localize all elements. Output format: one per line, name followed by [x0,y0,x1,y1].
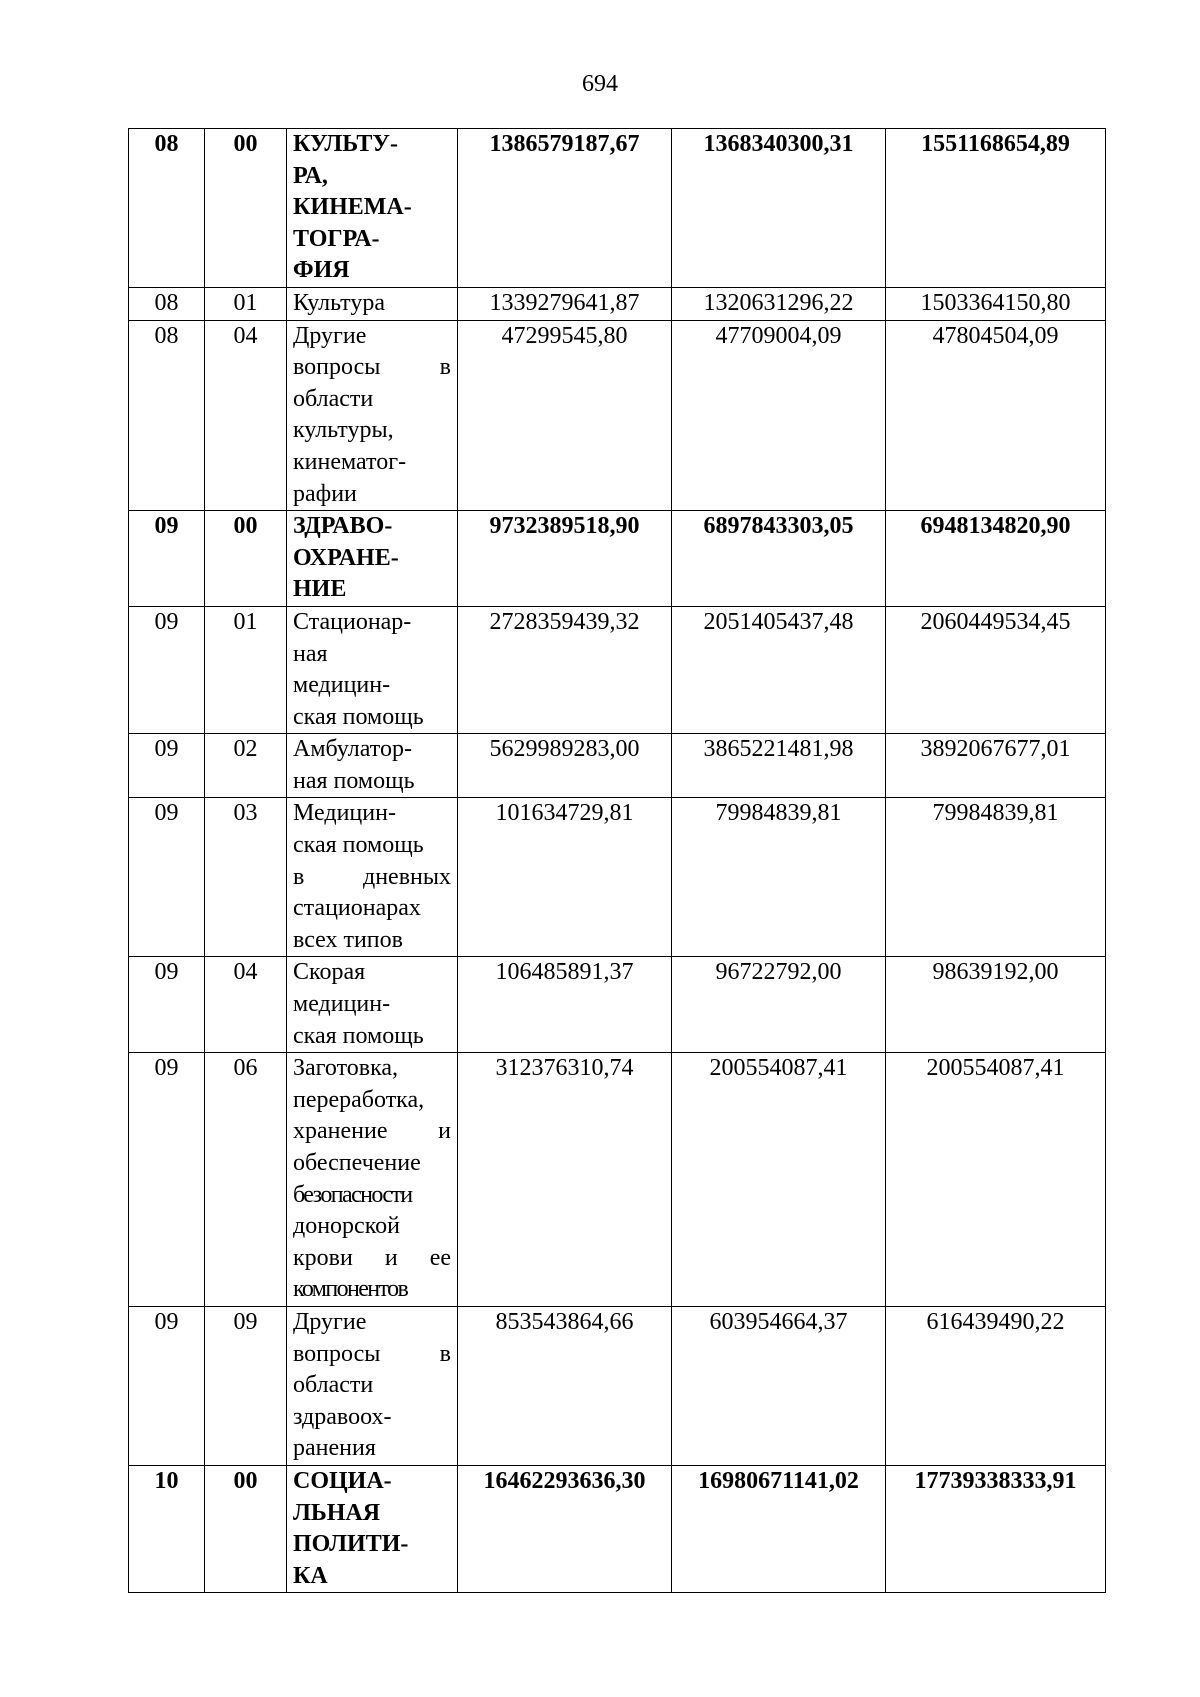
subsection-code-cell: 02 [205,734,287,798]
subsection-code-cell: 01 [205,606,287,733]
subsection-code-cell: 04 [205,957,287,1053]
amount-cell-2: 6897843303,05 [672,511,886,607]
item-name-line: ПОЛИТИ- [293,1531,409,1558]
amount-cell-1: 853543864,66 [458,1306,672,1465]
section-code-cell: 09 [129,957,205,1053]
item-name-cell [287,1306,458,1465]
item-name-cell [287,129,458,288]
item-name-line: всех типов [293,926,403,953]
section-code-cell: 09 [129,606,205,733]
table-row [129,129,1106,288]
page-number: 694 [582,71,618,97]
item-name-cell [287,734,458,798]
amount-cell-1: 1386579187,67 [458,129,672,288]
amount-cell-3: 1503364150,80 [886,287,1106,320]
item-name-line: хранение и [293,1118,451,1145]
item-name-cell [287,1053,458,1307]
item-name-line: ЛЬНАЯ [293,1499,381,1526]
amount-cell-2: 79984839,81 [672,798,886,957]
amount-cell-3: 3892067677,01 [886,734,1106,798]
item-name-line: Медицин- [293,800,396,827]
amount-cell-1: 47299545,80 [458,320,672,511]
table-row [129,1053,1106,1307]
section-code-cell: 09 [129,511,205,607]
item-name-cell [287,320,458,511]
item-name-line: Стационар- [293,608,412,635]
item-name-line: безопасности [293,1181,412,1208]
item-name-cell [287,957,458,1053]
item-name-line: ная [293,640,328,667]
section-code-cell: 08 [129,287,205,320]
section-code-cell: 09 [129,798,205,957]
subsection-code-cell: 01 [205,287,287,320]
amount-cell-3: 98639192,00 [886,957,1106,1053]
item-name-line: ская помощь [293,1022,424,1049]
section-code-cell: 08 [129,320,205,511]
item-name-line: здравоох- [293,1403,392,1430]
subsection-code-cell: 06 [205,1053,287,1307]
item-name-line: крови и ее [293,1244,451,1271]
item-name-line: вопросы в [293,1340,451,1367]
subsection-code-cell: 03 [205,798,287,957]
item-name-line: обеспечение [293,1150,421,1176]
table-row [129,798,1106,957]
table-row [129,957,1106,1053]
item-name-cell [287,511,458,607]
item-name-line: Культура [293,289,385,316]
table-row [129,1465,1106,1592]
item-name-line: вопросы в [293,354,451,381]
amount-cell-3: 6948134820,90 [886,511,1106,607]
item-name-line: рафии [293,480,357,507]
item-name-line: Амбулатор- [293,736,412,763]
table-row [129,1306,1106,1465]
item-name-cell [287,287,458,320]
item-name-line: КИНЕМА- [293,194,412,221]
item-name-line: Другие [293,1308,367,1335]
item-name-line: СОЦИА- [293,1467,392,1494]
subsection-code-cell: 09 [205,1306,287,1465]
amount-cell-3: 616439490,22 [886,1306,1106,1465]
amount-cell-1: 312376310,74 [458,1053,672,1307]
item-name-line: ФИЯ [293,257,350,284]
item-name-line: области [293,1372,374,1399]
item-name-line: Другие [293,322,367,349]
item-name-line: кинематог- [293,448,407,475]
subsection-code-cell: 00 [205,129,287,288]
item-name-line: ТОГРА- [293,225,380,252]
item-name-cell [287,1465,458,1592]
section-code-cell: 08 [129,129,205,288]
amount-cell-2: 3865221481,98 [672,734,886,798]
subsection-code-cell: 04 [205,320,287,511]
subsection-code-cell: 00 [205,1465,287,1592]
amount-cell-2: 47709004,09 [672,320,886,511]
table-row [129,287,1106,320]
item-name-cell [287,798,458,957]
table-row [129,511,1106,607]
amount-cell-3: 79984839,81 [886,798,1106,957]
item-name-line: КУЛЬТУ- [293,131,398,157]
item-name-line: в дневных [293,863,451,890]
amount-cell-2: 2051405437,48 [672,606,886,733]
item-name-line: ская помощь [293,703,424,730]
item-name-line: ская помощь [293,832,424,859]
item-name-line: ранения [293,1435,376,1462]
amount-cell-3: 2060449534,45 [886,606,1106,733]
item-name-line: Заготовка, [293,1055,399,1082]
amount-cell-2: 1320631296,22 [672,287,886,320]
amount-cell-1: 2728359439,32 [458,606,672,733]
section-code-cell: 09 [129,1306,205,1465]
subsection-code-cell: 00 [205,511,287,607]
item-name-line: медицин- [293,672,391,699]
section-code-cell: 10 [129,1465,205,1592]
item-name-line: ная помощь [293,767,415,794]
item-name-line: КА [293,1562,328,1589]
item-name-line: донорской [293,1213,400,1240]
amount-cell-2: 96722792,00 [672,957,886,1053]
table-row [129,606,1106,733]
table-row [129,320,1106,511]
item-name-line: области [293,385,374,412]
amount-cell-3: 200554087,41 [886,1053,1106,1307]
item-name-cell [287,606,458,733]
item-name-line: компонентов [293,1276,408,1303]
amount-cell-3: 1551168654,89 [886,129,1106,288]
amount-cell-3: 47804504,09 [886,320,1106,511]
amount-cell-2: 1368340300,31 [672,129,886,288]
amount-cell-1: 101634729,81 [458,798,672,957]
amount-cell-2: 603954664,37 [672,1306,886,1465]
amount-cell-2: 200554087,41 [672,1053,886,1307]
section-code-cell: 09 [129,1053,205,1307]
item-name-line: стационарах [293,895,421,922]
budget-table [128,128,1106,1593]
table-row [129,734,1106,798]
amount-cell-1: 1339279641,87 [458,287,672,320]
item-name-line: переработка, [293,1086,425,1113]
item-name-line: НИЕ [293,576,347,603]
amount-cell-2: 16980671141,02 [672,1465,886,1592]
section-code-cell: 09 [129,734,205,798]
amount-cell-1: 16462293636,30 [458,1465,672,1592]
item-name-line: ЗДРАВО- [293,513,393,540]
table-body [129,129,1106,1593]
amount-cell-3: 17739338333,91 [886,1465,1106,1592]
amount-cell-1: 106485891,37 [458,957,672,1053]
item-name-line: культуры, [293,417,394,444]
amount-cell-1: 5629989283,00 [458,734,672,798]
amount-cell-1: 9732389518,90 [458,511,672,607]
item-name-line: РА, [293,162,328,189]
item-name-line: Скорая [293,959,366,986]
item-name-line: ОХРАНЕ- [293,544,399,571]
item-name-line: медицин- [293,991,391,1018]
